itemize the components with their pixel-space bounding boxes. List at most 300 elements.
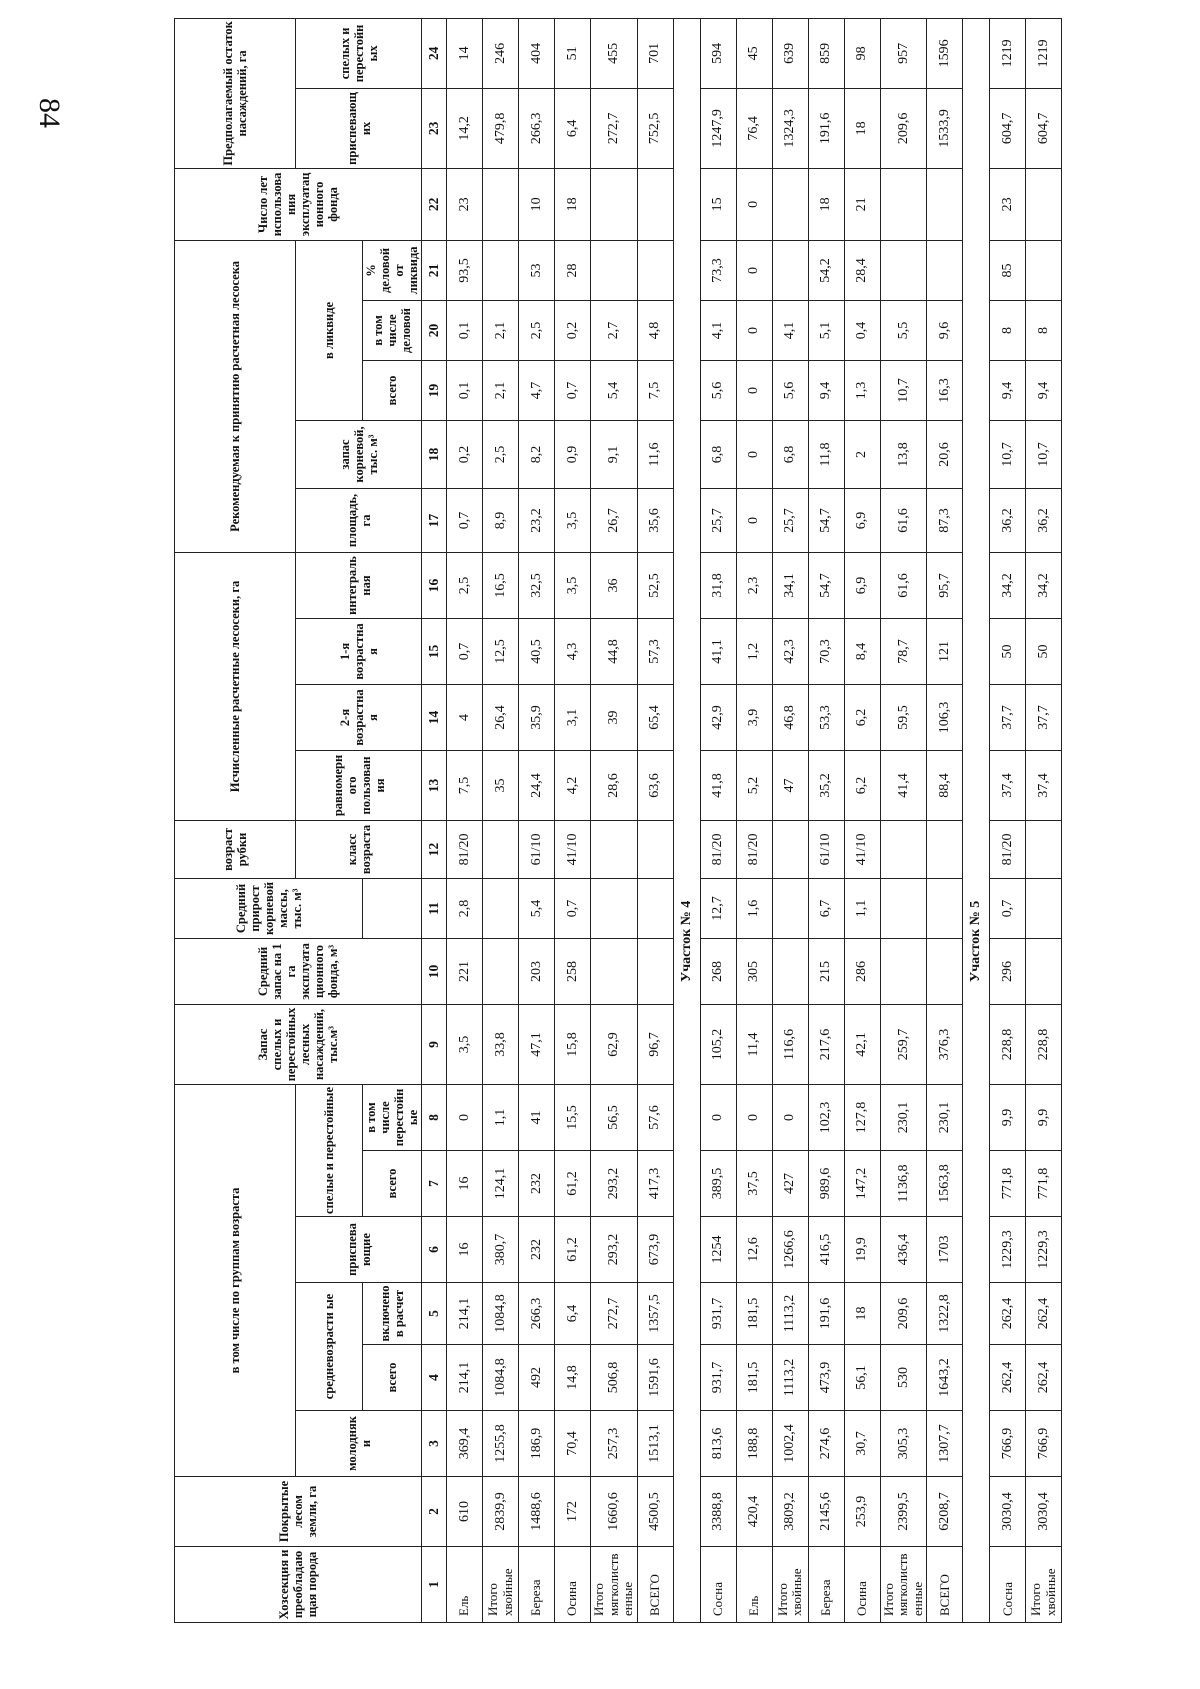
table-cell: 0 xyxy=(772,1084,808,1150)
table-cell: 380,7 xyxy=(483,1217,519,1283)
table-row xyxy=(519,18,555,1622)
table-cell: 8,9 xyxy=(483,488,519,552)
table-row xyxy=(844,18,880,1622)
species-cell: Ель xyxy=(447,1547,483,1623)
table-cell: 56,1 xyxy=(844,1345,880,1411)
table-cell: 41,1 xyxy=(700,618,736,684)
table-cell: 3,5 xyxy=(555,552,591,618)
table-cell: 106,3 xyxy=(927,684,963,750)
table-cell: 530 xyxy=(880,1345,927,1411)
header-growth-unit xyxy=(363,878,422,938)
table-cell: 1229,3 xyxy=(990,1217,1026,1283)
table-cell: 105,2 xyxy=(700,1004,736,1084)
table-cell: 9,6 xyxy=(927,300,963,360)
table-cell: 11,4 xyxy=(736,1004,772,1084)
table-cell xyxy=(927,938,963,1004)
table-cell: 4,2 xyxy=(555,750,591,820)
table-cell: 272,7 xyxy=(591,88,638,168)
header-liquid: в ликвиде xyxy=(296,240,363,420)
header-uniform-use: равномерного пользования xyxy=(296,750,422,820)
table-cell xyxy=(772,168,808,240)
table-cell: 16 xyxy=(447,1217,483,1283)
table-cell: 28 xyxy=(555,240,591,300)
table-cell: 0 xyxy=(736,420,772,488)
table-cell: 42,1 xyxy=(844,1004,880,1084)
column-number-cell: 12 xyxy=(422,820,447,878)
table-cell: 473,9 xyxy=(808,1345,844,1411)
table-cell: 376,3 xyxy=(927,1004,963,1084)
species-cell: Ель xyxy=(736,1547,772,1623)
table-cell: 3,9 xyxy=(736,684,772,750)
table-row xyxy=(736,18,772,1622)
table-cell: 51 xyxy=(555,18,591,88)
table-row xyxy=(700,18,736,1622)
table-cell: 4,3 xyxy=(555,618,591,684)
table-cell: 12,7 xyxy=(700,878,736,938)
table-cell xyxy=(1026,240,1062,300)
table-row xyxy=(808,18,844,1622)
table-cell: 3,5 xyxy=(555,488,591,552)
table-cell: 221 xyxy=(447,938,483,1004)
table-cell: 479,8 xyxy=(483,88,519,168)
table-cell: 232 xyxy=(519,1151,555,1217)
table-cell: 61/10 xyxy=(519,820,555,878)
table-cell: 41,4 xyxy=(880,750,927,820)
column-number-cell: 21 xyxy=(422,240,447,300)
forest-cutting-table xyxy=(174,18,1062,1623)
table-cell: 56,5 xyxy=(591,1084,638,1150)
table-cell xyxy=(927,168,963,240)
table-cell: 1,2 xyxy=(736,618,772,684)
table-cell xyxy=(591,820,638,878)
table-cell: 771,8 xyxy=(1026,1151,1062,1217)
table-cell: 0,7 xyxy=(990,878,1026,938)
header-mature-stock: Запас спелых и перестойных лесных насаждений, тыс.м³ xyxy=(175,1004,422,1084)
table-cell xyxy=(637,820,673,878)
column-number-cell: 9 xyxy=(422,1004,447,1084)
table-cell: 3388,8 xyxy=(700,1477,736,1547)
table-cell: 0 xyxy=(736,300,772,360)
table-cell: 54,7 xyxy=(808,488,844,552)
table-cell: 2,5 xyxy=(483,420,519,488)
table-cell: 9,9 xyxy=(1026,1084,1062,1150)
table-cell: 1591,6 xyxy=(637,1345,673,1411)
table-cell: 5,1 xyxy=(808,300,844,360)
table-cell: 81/20 xyxy=(700,820,736,878)
table-cell: 217,6 xyxy=(808,1004,844,1084)
table-cell: 6,8 xyxy=(700,420,736,488)
table-cell: 0,7 xyxy=(447,618,483,684)
header-integral: интегральная xyxy=(296,552,422,618)
table-cell: 1113,2 xyxy=(772,1283,808,1345)
table-cell: 1,1 xyxy=(483,1084,519,1150)
table-cell: 14,8 xyxy=(555,1345,591,1411)
table-cell: 4,1 xyxy=(772,300,808,360)
table-cell: 6,8 xyxy=(772,420,808,488)
column-number-cell: 7 xyxy=(422,1151,447,1217)
table-cell: 214,1 xyxy=(447,1283,483,1345)
table-cell: 253,9 xyxy=(844,1477,880,1547)
table-cell: 42,3 xyxy=(772,618,808,684)
column-number-cell: 8 xyxy=(422,1084,447,1150)
header-maturing: приспевающие xyxy=(296,1217,422,1283)
table-cell: 24,4 xyxy=(519,750,555,820)
table-cell: 2399,5 xyxy=(880,1477,927,1547)
column-number-cell: 19 xyxy=(422,360,447,420)
table-cell: 5,4 xyxy=(591,360,638,420)
column-number-cell: 23 xyxy=(422,88,447,168)
table-cell: 57,6 xyxy=(637,1084,673,1150)
header-avg-stock: Средний запас на 1 га эксплуатационного фонда, м³ xyxy=(175,938,422,1004)
table-cell: 0 xyxy=(736,1084,772,1150)
table-cell: 16,5 xyxy=(483,552,519,618)
table-cell: 436,4 xyxy=(880,1217,927,1283)
table-cell xyxy=(1026,878,1062,938)
table-cell: 1596 xyxy=(927,18,963,88)
table-row xyxy=(591,18,638,1622)
table-cell: 2,5 xyxy=(447,552,483,618)
table-cell: 389,5 xyxy=(700,1151,736,1217)
species-cell: Итого мягколиственные xyxy=(880,1547,927,1623)
table-cell: 2839,9 xyxy=(483,1477,519,1547)
table-cell: 1,6 xyxy=(736,878,772,938)
species-cell: Береза xyxy=(519,1547,555,1623)
column-number-cell: 17 xyxy=(422,488,447,552)
table-cell: 6,4 xyxy=(555,1283,591,1345)
table-cell: 9,4 xyxy=(990,360,1026,420)
table-cell: 5,5 xyxy=(880,300,927,360)
column-number-cell: 18 xyxy=(422,420,447,488)
table-cell: 5,4 xyxy=(519,878,555,938)
table-cell: 262,4 xyxy=(1026,1345,1062,1411)
table-cell: 989,6 xyxy=(808,1151,844,1217)
table-cell: 18 xyxy=(844,88,880,168)
table-cell: 47 xyxy=(772,750,808,820)
table-cell: 0,1 xyxy=(447,300,483,360)
table-row xyxy=(637,18,673,1622)
table-cell: 610 xyxy=(447,1477,483,1547)
table-cell: 81/20 xyxy=(990,820,1026,878)
table-cell: 0 xyxy=(736,240,772,300)
table-cell: 96,7 xyxy=(637,1004,673,1084)
section-label-4: Участок № 4 xyxy=(673,18,700,1622)
table-cell: 53 xyxy=(519,240,555,300)
table-cell: 3030,4 xyxy=(1026,1477,1062,1547)
species-cell: Итого хвойные xyxy=(483,1547,519,1623)
table-cell: 1563,8 xyxy=(927,1151,963,1217)
header-avg-growth: Средний прирост корневой массы, тыс. м³ xyxy=(175,878,363,938)
table-cell: 59,5 xyxy=(880,684,927,750)
table-cell: 957 xyxy=(880,18,927,88)
table-cell xyxy=(927,820,963,878)
table-cell: 6208,7 xyxy=(927,1477,963,1547)
table-cell: 1357,5 xyxy=(637,1283,673,1345)
table-cell: 228,8 xyxy=(990,1004,1026,1084)
table-cell: 1136,8 xyxy=(880,1151,927,1217)
table-cell: 15,8 xyxy=(555,1004,591,1084)
table-cell xyxy=(483,878,519,938)
table-cell: 191,6 xyxy=(808,88,844,168)
table-cell: 62,9 xyxy=(591,1004,638,1084)
table-cell: 813,6 xyxy=(700,1411,736,1477)
table-cell: 427 xyxy=(772,1151,808,1217)
table-cell: 0,7 xyxy=(555,360,591,420)
table-cell: 25,7 xyxy=(772,488,808,552)
table-cell: 1703 xyxy=(927,1217,963,1283)
table-cell: 604,7 xyxy=(1026,88,1062,168)
table-cell: 1643,2 xyxy=(927,1345,963,1411)
table-cell: 506,8 xyxy=(591,1345,638,1411)
table-cell: 61,2 xyxy=(555,1217,591,1283)
table-cell: 3030,4 xyxy=(990,1477,1026,1547)
column-number-cell: 3 xyxy=(422,1411,447,1477)
table-cell: 209,6 xyxy=(880,1283,927,1345)
table-cell: 10,7 xyxy=(880,360,927,420)
table-cell xyxy=(927,240,963,300)
table-cell: 262,4 xyxy=(1026,1283,1062,1345)
table-cell: 34,1 xyxy=(772,552,808,618)
table-cell: 1229,3 xyxy=(1026,1217,1062,1283)
table-cell: 41 xyxy=(519,1084,555,1150)
table-cell: 771,8 xyxy=(990,1151,1026,1217)
table-cell: 1307,7 xyxy=(927,1411,963,1477)
table-cell: 26,7 xyxy=(591,488,638,552)
table-cell: 16,3 xyxy=(927,360,963,420)
table-row xyxy=(555,18,591,1622)
column-number-cell: 4 xyxy=(422,1345,447,1411)
table-cell: 23 xyxy=(990,168,1026,240)
table-cell: 98 xyxy=(844,18,880,88)
table-cell: 5,6 xyxy=(700,360,736,420)
table-cell: 28,6 xyxy=(591,750,638,820)
table-cell: 455 xyxy=(591,18,638,88)
table-cell: 54,2 xyxy=(808,240,844,300)
table-cell: 673,9 xyxy=(637,1217,673,1283)
table-cell: 262,4 xyxy=(990,1345,1026,1411)
table-cell: 4 xyxy=(447,684,483,750)
section-label-5: Участок № 5 xyxy=(963,18,990,1622)
table-cell: 257,3 xyxy=(591,1411,638,1477)
table-cell: 11,6 xyxy=(637,420,673,488)
table-cell: 42,9 xyxy=(700,684,736,750)
species-cell: Сосна xyxy=(990,1547,1026,1623)
table-cell: 41,8 xyxy=(700,750,736,820)
table-cell: 1255,8 xyxy=(483,1411,519,1477)
header-area-ha: площадь, га xyxy=(296,488,422,552)
table-cell: 1,1 xyxy=(844,878,880,938)
species-cell: Итого хвойные xyxy=(772,1547,808,1623)
header-years-of-use: Число лет использования эксплуатационного фонда xyxy=(175,168,422,240)
table-cell: 274,6 xyxy=(808,1411,844,1477)
table-cell: 262,4 xyxy=(990,1283,1026,1345)
table-row xyxy=(447,18,483,1622)
table-cell: 7,5 xyxy=(637,360,673,420)
table-cell: 0,2 xyxy=(555,300,591,360)
table-cell: 23,2 xyxy=(519,488,555,552)
table-cell: 0,2 xyxy=(447,420,483,488)
header-middle-total: всего xyxy=(363,1345,422,1411)
table-cell: 37,4 xyxy=(1026,750,1062,820)
table-cell: 34,2 xyxy=(990,552,1026,618)
table-cell: 26,4 xyxy=(483,684,519,750)
table-cell: 41/10 xyxy=(844,820,880,878)
table-cell: 8 xyxy=(990,300,1026,360)
table-cell: 3,5 xyxy=(447,1004,483,1084)
table-cell: 85 xyxy=(990,240,1026,300)
table-cell: 420,4 xyxy=(736,1477,772,1547)
table-cell: 1113,2 xyxy=(772,1345,808,1411)
table-cell: 1324,3 xyxy=(772,88,808,168)
table-row xyxy=(483,18,519,1622)
table-cell: 18 xyxy=(555,168,591,240)
table-cell: 44,8 xyxy=(591,618,638,684)
table-cell: 87,3 xyxy=(927,488,963,552)
header-species: Хозсекция и преобладающая порода xyxy=(175,1547,422,1623)
table-cell: 30,7 xyxy=(844,1411,880,1477)
column-number-cell: 11 xyxy=(422,878,447,938)
table-cell: 35,6 xyxy=(637,488,673,552)
table-cell: 36,2 xyxy=(1026,488,1062,552)
table-cell: 3,1 xyxy=(555,684,591,750)
table-cell: 35,2 xyxy=(808,750,844,820)
table-cell xyxy=(772,938,808,1004)
table-cell: 35,9 xyxy=(519,684,555,750)
table-cell: 25,7 xyxy=(700,488,736,552)
table-cell: 41/10 xyxy=(555,820,591,878)
table-cell: 0 xyxy=(736,168,772,240)
header-remaining-maturing: приспевающих xyxy=(296,88,422,168)
species-cell: Осина xyxy=(555,1547,591,1623)
table-cell: 2,1 xyxy=(483,300,519,360)
table-cell xyxy=(483,938,519,1004)
table-cell xyxy=(591,240,638,300)
table-cell: 2,3 xyxy=(736,552,772,618)
table-cell: 116,6 xyxy=(772,1004,808,1084)
table-cell: 47,1 xyxy=(519,1004,555,1084)
table-cell: 369,4 xyxy=(447,1411,483,1477)
table-cell: 2,7 xyxy=(591,300,638,360)
table-cell: 52,5 xyxy=(637,552,673,618)
header-middle-included: включено в расчет xyxy=(363,1283,422,1345)
header-young: молодняки xyxy=(296,1411,422,1477)
species-cell: Итого хвойные xyxy=(1026,1547,1062,1623)
table-cell: 14 xyxy=(447,18,483,88)
table-cell: 293,2 xyxy=(591,1151,638,1217)
column-number-cell: 6 xyxy=(422,1217,447,1283)
header-recommended-area: Рекомендуемая к принятию расчетная лесосека xyxy=(175,240,296,552)
table-cell: 9,9 xyxy=(990,1084,1026,1150)
table-cell xyxy=(880,240,927,300)
table-cell: 6,4 xyxy=(555,88,591,168)
table-cell: 296 xyxy=(990,938,1026,1004)
table-cell xyxy=(1026,820,1062,878)
column-number-cell: 14 xyxy=(422,684,447,750)
table-cell: 1219 xyxy=(990,18,1026,88)
table-cell: 0,9 xyxy=(555,420,591,488)
column-number-cell: 22 xyxy=(422,168,447,240)
table-cell: 6,9 xyxy=(844,488,880,552)
table-cell: 73,3 xyxy=(700,240,736,300)
table-cell: 37,4 xyxy=(990,750,1026,820)
table-cell: 147,2 xyxy=(844,1151,880,1217)
table-cell: 0 xyxy=(736,488,772,552)
species-cell: ВСЕГО xyxy=(637,1547,673,1623)
column-number-cell: 2 xyxy=(422,1477,447,1547)
table-cell: 50 xyxy=(990,618,1026,684)
table-cell xyxy=(637,240,673,300)
table-cell: 21 xyxy=(844,168,880,240)
table-cell xyxy=(927,878,963,938)
table-cell: 5,6 xyxy=(772,360,808,420)
column-number-cell: 5 xyxy=(422,1283,447,1345)
table-cell: 76,4 xyxy=(736,88,772,168)
table-cell: 186,9 xyxy=(519,1411,555,1477)
column-number-cell: 10 xyxy=(422,938,447,1004)
table-cell: 3809,2 xyxy=(772,1477,808,1547)
header-age-groups: в том числе по группам возраста xyxy=(175,1084,296,1476)
table-cell: 6,2 xyxy=(844,750,880,820)
table-cell xyxy=(1026,168,1062,240)
table-cell: 61/10 xyxy=(808,820,844,878)
table-cell: 32,5 xyxy=(519,552,555,618)
column-number-cell: 15 xyxy=(422,618,447,684)
table-row xyxy=(1026,18,1062,1622)
table-cell xyxy=(637,938,673,1004)
table-cell: 266,3 xyxy=(519,88,555,168)
table-cell: 2,5 xyxy=(519,300,555,360)
table-cell: 36 xyxy=(591,552,638,618)
table-cell: 4,8 xyxy=(637,300,673,360)
header-age-class: класс возраста xyxy=(296,820,422,878)
table-cell: 766,9 xyxy=(990,1411,1026,1477)
table-cell: 124,1 xyxy=(483,1151,519,1217)
table-cell: 33,8 xyxy=(483,1004,519,1084)
table-cell: 9,1 xyxy=(591,420,638,488)
table-cell: 1254 xyxy=(700,1217,736,1283)
table-cell: 752,5 xyxy=(637,88,673,168)
table-cell xyxy=(880,168,927,240)
table-cell: 28,4 xyxy=(844,240,880,300)
table-cell: 181,5 xyxy=(736,1283,772,1345)
column-number-cell: 24 xyxy=(422,18,447,88)
table-row xyxy=(927,18,963,1622)
table-cell xyxy=(483,168,519,240)
table-cell: 2 xyxy=(844,420,880,488)
table-cell: 9,4 xyxy=(808,360,844,420)
table-cell: 0,1 xyxy=(447,360,483,420)
header-liquid-business: в том числе деловой xyxy=(363,300,422,360)
table-cell: 37,7 xyxy=(1026,684,1062,750)
table-cell: 8,4 xyxy=(844,618,880,684)
table-cell: 209,6 xyxy=(880,88,927,168)
table-cell: 931,7 xyxy=(700,1283,736,1345)
table-cell: 214,1 xyxy=(447,1345,483,1411)
table-cell: 1084,8 xyxy=(483,1283,519,1345)
column-number-cell: 20 xyxy=(422,300,447,360)
table-cell: 232 xyxy=(519,1217,555,1283)
table-cell: 188,8 xyxy=(736,1411,772,1477)
table-cell xyxy=(1026,938,1062,1004)
table-cell: 266,3 xyxy=(519,1283,555,1345)
table-cell: 230,1 xyxy=(927,1084,963,1150)
table-cell: 305 xyxy=(736,938,772,1004)
column-number-cell: 16 xyxy=(422,552,447,618)
species-cell: Береза xyxy=(808,1547,844,1623)
rotated-table-container xyxy=(174,23,1076,1623)
table-cell: 0,7 xyxy=(447,488,483,552)
table-cell xyxy=(483,240,519,300)
header-calculated-areas: Исчисленные расчетные лесосеки, га xyxy=(175,552,296,820)
